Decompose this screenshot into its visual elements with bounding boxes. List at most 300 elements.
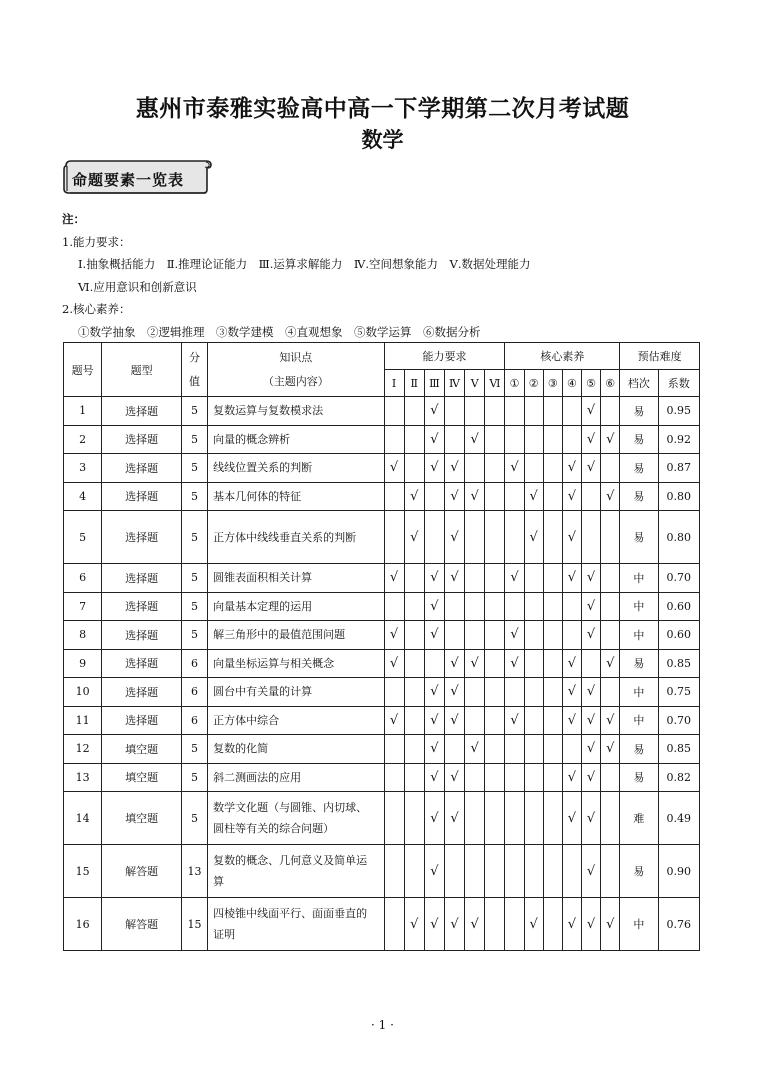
cell-ability-4: √ [444, 706, 464, 735]
cell-type: 选择题 [102, 397, 182, 426]
cell-core-3 [543, 592, 562, 621]
table-row [64, 425, 700, 454]
cell-core-3 [543, 763, 562, 792]
cell-ability-1 [384, 678, 404, 707]
cell-knowledge-point: 向量的概念辨析 [208, 425, 384, 454]
table-row [64, 454, 700, 483]
cell-core-1 [505, 898, 524, 951]
cell-score: 5 [181, 564, 207, 593]
cell-ability-4 [444, 397, 464, 426]
cell-coef: 0.49 [658, 792, 699, 845]
cell-ability-1 [384, 845, 404, 898]
cell-ability-2: √ [404, 511, 424, 564]
cell-ability-4 [444, 735, 464, 764]
cell-score: 13 [181, 845, 207, 898]
header-ability: 能力要求 [384, 343, 505, 370]
document-title: 惠州市泰雅实验高中高一下学期第二次月考试题 [135, 96, 630, 122]
cell-ability-2 [404, 763, 424, 792]
cell-core-5: √ [582, 397, 601, 426]
cell-ability-2 [404, 706, 424, 735]
cell-type: 选择题 [102, 425, 182, 454]
cell-ability-2 [404, 592, 424, 621]
cell-no: 4 [64, 482, 102, 511]
ability-col-5: Ⅴ [465, 370, 485, 397]
cell-coef: 0.60 [658, 621, 699, 650]
core-col-6: ⑥ [601, 370, 620, 397]
cell-coef: 0.60 [658, 592, 699, 621]
cell-core-5 [582, 649, 601, 678]
cell-ability-2 [404, 792, 424, 845]
header-no: 题号 [64, 343, 102, 397]
table-row [64, 845, 700, 898]
cell-ability-5 [465, 792, 485, 845]
cell-ability-1: √ [384, 454, 404, 483]
cell-ability-1 [384, 898, 404, 951]
cell-ability-2 [404, 678, 424, 707]
cell-ability-6 [485, 621, 505, 650]
header-score [181, 343, 207, 397]
cell-core-2 [524, 592, 543, 621]
cell-ability-6 [485, 706, 505, 735]
core-col-3: ③ [543, 370, 562, 397]
cell-no: 11 [64, 706, 102, 735]
cell-knowledge-point: 向量基本定理的运用 [208, 592, 384, 621]
cell-ability-5 [465, 845, 485, 898]
cell-core-4: √ [562, 792, 581, 845]
cell-core-4 [562, 425, 581, 454]
cell-no: 10 [64, 678, 102, 707]
cell-ability-1 [384, 482, 404, 511]
table-row [64, 592, 700, 621]
core-col-2: ② [524, 370, 543, 397]
cell-no: 12 [64, 735, 102, 764]
cell-core-4: √ [562, 511, 581, 564]
cell-core-5: √ [582, 678, 601, 707]
cell-core-1 [505, 792, 524, 845]
cell-ability-5 [465, 592, 485, 621]
cell-knowledge-point: 圆锥表面积相关计算 [208, 564, 384, 593]
cell-level: 中 [620, 621, 658, 650]
cell-ability-5: √ [465, 482, 485, 511]
cell-core-5: √ [582, 564, 601, 593]
cell-ability-3: √ [424, 898, 444, 951]
cell-knowledge-point: 数学文化题（与圆锥、内切球、圆柱等有关的综合问题） [208, 792, 384, 845]
cell-core-4: √ [562, 706, 581, 735]
table-row [64, 564, 700, 593]
cell-core-5: √ [582, 454, 601, 483]
cell-core-4: √ [562, 763, 581, 792]
cell-core-4 [562, 621, 581, 650]
cell-core-6 [601, 621, 620, 650]
cell-ability-2 [404, 649, 424, 678]
cell-ability-3: √ [424, 678, 444, 707]
cell-coef: 0.95 [658, 397, 699, 426]
table-row [64, 621, 700, 650]
cell-type: 选择题 [102, 649, 182, 678]
cell-ability-1: √ [384, 649, 404, 678]
cell-core-2 [524, 397, 543, 426]
cell-knowledge-point: 复数的概念、几何意义及简单运算 [208, 845, 384, 898]
cell-type: 填空题 [102, 735, 182, 764]
cell-core-6: √ [601, 706, 620, 735]
cell-knowledge-point: 斜二测画法的应用 [208, 763, 384, 792]
cell-level: 中 [620, 592, 658, 621]
table-row [64, 649, 700, 678]
cell-ability-6 [485, 898, 505, 951]
cell-core-2 [524, 678, 543, 707]
cell-core-1: √ [505, 454, 524, 483]
cell-core-5: √ [582, 592, 601, 621]
cell-level: 中 [620, 706, 658, 735]
cell-ability-6 [485, 592, 505, 621]
cell-ability-2 [404, 621, 424, 650]
cell-ability-6 [485, 397, 505, 426]
cell-ability-5 [465, 678, 485, 707]
cell-ability-6 [485, 792, 505, 845]
cell-ability-3: √ [424, 792, 444, 845]
cell-core-1: √ [505, 564, 524, 593]
ability-col-6: Ⅵ [485, 370, 505, 397]
cell-score: 5 [181, 511, 207, 564]
cell-ability-4: √ [444, 792, 464, 845]
cell-ability-3 [424, 649, 444, 678]
notes-label: 注： [62, 212, 85, 226]
cell-level: 易 [620, 845, 658, 898]
cell-core-6: √ [601, 482, 620, 511]
cell-core-3 [543, 706, 562, 735]
cell-ability-6 [485, 454, 505, 483]
header-kp-sub: （主题内容） [262, 374, 329, 388]
cell-core-1 [505, 763, 524, 792]
cell-ability-6 [485, 735, 505, 764]
cell-core-6 [601, 592, 620, 621]
cell-coef: 0.85 [658, 649, 699, 678]
cell-core-5: √ [582, 706, 601, 735]
cell-core-6 [601, 511, 620, 564]
cell-level: 易 [620, 425, 658, 454]
cell-core-6: √ [601, 898, 620, 951]
notes-section [62, 208, 531, 343]
cell-core-4 [562, 735, 581, 764]
cell-ability-1 [384, 397, 404, 426]
cell-core-5: √ [582, 898, 601, 951]
cell-ability-1 [384, 592, 404, 621]
header-kp-label: 知识点 [279, 350, 313, 364]
cell-ability-2 [404, 425, 424, 454]
cell-ability-3: √ [424, 425, 444, 454]
cell-core-2: √ [524, 482, 543, 511]
cell-knowledge-point: 圆台中有关量的计算 [208, 678, 384, 707]
cell-ability-5: √ [465, 649, 485, 678]
cell-no: 2 [64, 425, 102, 454]
cell-coef: 0.70 [658, 706, 699, 735]
cell-ability-6 [485, 649, 505, 678]
cell-core-5 [582, 511, 601, 564]
core-col-1: ① [505, 370, 524, 397]
table-row [64, 397, 700, 426]
table-body [64, 397, 700, 951]
cell-core-6 [601, 397, 620, 426]
cell-ability-3: √ [424, 763, 444, 792]
cell-core-3 [543, 454, 562, 483]
cell-knowledge-point: 正方体中综合 [208, 706, 384, 735]
cell-core-4: √ [562, 678, 581, 707]
cell-score: 5 [181, 621, 207, 650]
cell-level: 中 [620, 678, 658, 707]
cell-core-6: √ [601, 649, 620, 678]
cell-ability-4: √ [444, 678, 464, 707]
cell-core-4: √ [562, 482, 581, 511]
cell-core-1: √ [505, 706, 524, 735]
cell-core-6: √ [601, 735, 620, 764]
cell-type: 选择题 [102, 564, 182, 593]
cell-knowledge-point: 基本几何体的特征 [208, 482, 384, 511]
cell-ability-5 [465, 763, 485, 792]
table-row [64, 735, 700, 764]
cell-core-3 [543, 845, 562, 898]
cell-coef: 0.76 [658, 898, 699, 951]
cell-core-5: √ [582, 792, 601, 845]
cell-type: 解答题 [102, 845, 182, 898]
ability-col-4: Ⅳ [444, 370, 464, 397]
cell-ability-4 [444, 425, 464, 454]
cell-core-1 [505, 511, 524, 564]
cell-knowledge-point: 线线位置关系的判断 [208, 454, 384, 483]
cell-ability-4 [444, 845, 464, 898]
cell-core-5: √ [582, 425, 601, 454]
cell-core-2 [524, 649, 543, 678]
cell-coef: 0.85 [658, 735, 699, 764]
cell-ability-1: √ [384, 564, 404, 593]
cell-ability-5 [465, 511, 485, 564]
cell-level: 易 [620, 763, 658, 792]
cell-score: 5 [181, 592, 207, 621]
header-type: 题型 [102, 343, 182, 397]
cell-level: 易 [620, 735, 658, 764]
cell-ability-1 [384, 735, 404, 764]
table-row [64, 898, 700, 951]
cell-core-4: √ [562, 649, 581, 678]
cell-core-6 [601, 678, 620, 707]
cell-core-6 [601, 454, 620, 483]
cell-level: 易 [620, 397, 658, 426]
core-col-5: ⑤ [582, 370, 601, 397]
cell-core-2 [524, 792, 543, 845]
cell-type: 选择题 [102, 592, 182, 621]
cell-coef: 0.87 [658, 454, 699, 483]
core-line: ①数学抽象 ②逻辑推理 ③数学建模 ④直观想象 ⑤数学运算 ⑥数据分析 [78, 324, 481, 339]
cell-type: 选择题 [102, 511, 182, 564]
cell-knowledge-point: 正方体中线线垂直关系的判断 [208, 511, 384, 564]
cell-core-3 [543, 564, 562, 593]
cell-core-2: √ [524, 511, 543, 564]
cell-core-2 [524, 454, 543, 483]
cell-score: 6 [181, 649, 207, 678]
cell-coef: 0.90 [658, 845, 699, 898]
cell-coef: 0.80 [658, 511, 699, 564]
cell-score: 5 [181, 425, 207, 454]
cell-ability-4 [444, 592, 464, 621]
cell-coef: 0.75 [658, 678, 699, 707]
cell-ability-4: √ [444, 898, 464, 951]
cell-ability-4: √ [444, 649, 464, 678]
cell-ability-5 [465, 564, 485, 593]
cell-core-6 [601, 792, 620, 845]
cell-core-5: √ [582, 735, 601, 764]
ability-title: 1.能力要求： [62, 234, 131, 249]
cell-ability-6 [485, 511, 505, 564]
cell-core-6: √ [601, 425, 620, 454]
cell-coef: 0.70 [658, 564, 699, 593]
cell-level: 中 [620, 564, 658, 593]
cell-ability-1: √ [384, 706, 404, 735]
cell-level: 易 [620, 482, 658, 511]
cell-ability-5: √ [465, 735, 485, 764]
elements-table [63, 342, 700, 951]
cell-core-1 [505, 425, 524, 454]
banner-label: 命题要素一览表 [72, 171, 185, 189]
cell-core-2 [524, 621, 543, 650]
cell-no: 13 [64, 763, 102, 792]
cell-core-2 [524, 706, 543, 735]
cell-ability-3: √ [424, 735, 444, 764]
cell-core-2 [524, 763, 543, 792]
ability-col-3: Ⅲ [424, 370, 444, 397]
cell-core-2 [524, 845, 543, 898]
cell-core-3 [543, 621, 562, 650]
cell-level: 难 [620, 792, 658, 845]
cell-knowledge-point: 解三角形中的最值范围问题 [208, 621, 384, 650]
cell-ability-5: √ [465, 898, 485, 951]
header-coef: 系数 [658, 370, 699, 397]
cell-ability-3 [424, 482, 444, 511]
header-difficulty: 预估难度 [620, 343, 700, 370]
cell-core-6 [601, 845, 620, 898]
cell-ability-3: √ [424, 621, 444, 650]
cell-score: 6 [181, 706, 207, 735]
ability-col-2: Ⅱ [404, 370, 424, 397]
cell-level: 易 [620, 649, 658, 678]
cell-coef: 0.80 [658, 482, 699, 511]
cell-no: 15 [64, 845, 102, 898]
cell-ability-6 [485, 425, 505, 454]
cell-core-1 [505, 482, 524, 511]
table-row [64, 706, 700, 735]
cell-core-4: √ [562, 454, 581, 483]
cell-ability-2 [404, 564, 424, 593]
cell-core-1 [505, 735, 524, 764]
cell-core-5 [582, 482, 601, 511]
cell-no: 5 [64, 511, 102, 564]
cell-ability-4: √ [444, 564, 464, 593]
cell-score: 5 [181, 763, 207, 792]
cell-knowledge-point: 向量坐标运算与相关概念 [208, 649, 384, 678]
cell-core-4 [562, 845, 581, 898]
cell-core-4 [562, 397, 581, 426]
ability-col-1: Ⅰ [384, 370, 404, 397]
cell-ability-5 [465, 454, 485, 483]
cell-score: 5 [181, 482, 207, 511]
cell-ability-2 [404, 735, 424, 764]
cell-ability-4: √ [444, 511, 464, 564]
cell-type: 解答题 [102, 898, 182, 951]
cell-score: 15 [181, 898, 207, 951]
cell-core-6 [601, 564, 620, 593]
cell-coef: 0.92 [658, 425, 699, 454]
cell-ability-2 [404, 397, 424, 426]
cell-no: 1 [64, 397, 102, 426]
cell-knowledge-point: 复数运算与复数模求法 [208, 397, 384, 426]
subject-title: 数学 [361, 128, 404, 152]
cell-ability-6 [485, 763, 505, 792]
cell-core-6 [601, 763, 620, 792]
cell-ability-3: √ [424, 564, 444, 593]
cell-type: 选择题 [102, 678, 182, 707]
cell-ability-3: √ [424, 706, 444, 735]
cell-score: 5 [181, 735, 207, 764]
cell-core-1 [505, 678, 524, 707]
cell-core-3 [543, 735, 562, 764]
cell-core-1: √ [505, 649, 524, 678]
cell-type: 选择题 [102, 706, 182, 735]
ability-line-2: Ⅵ.应用意识和创新意识 [78, 279, 197, 294]
core-col-4: ④ [562, 370, 581, 397]
cell-ability-4: √ [444, 482, 464, 511]
page-number: · 1 · [371, 1018, 394, 1032]
cell-core-4: √ [562, 898, 581, 951]
cell-no: 6 [64, 564, 102, 593]
cell-type: 选择题 [102, 454, 182, 483]
cell-ability-1 [384, 511, 404, 564]
cell-score: 5 [181, 397, 207, 426]
cell-ability-5 [465, 706, 485, 735]
cell-type: 选择题 [102, 621, 182, 650]
cell-core-3 [543, 792, 562, 845]
cell-ability-4: √ [444, 454, 464, 483]
cell-ability-5: √ [465, 425, 485, 454]
header-core: 核心素养 [505, 343, 620, 370]
cell-core-2 [524, 425, 543, 454]
cell-core-1 [505, 845, 524, 898]
table-row [64, 511, 700, 564]
cell-ability-1: √ [384, 621, 404, 650]
cell-no: 7 [64, 592, 102, 621]
cell-level: 中 [620, 898, 658, 951]
cell-core-1 [505, 592, 524, 621]
cell-core-3 [543, 898, 562, 951]
cell-no: 8 [64, 621, 102, 650]
cell-core-4 [562, 592, 581, 621]
cell-ability-3: √ [424, 454, 444, 483]
header-score-text: 分 值 [189, 350, 201, 388]
header-kp [208, 343, 384, 397]
table-row [64, 763, 700, 792]
cell-knowledge-point: 复数的化简 [208, 735, 384, 764]
cell-level: 易 [620, 511, 658, 564]
cell-core-2 [524, 735, 543, 764]
cell-score: 6 [181, 678, 207, 707]
cell-core-2 [524, 564, 543, 593]
cell-ability-6 [485, 845, 505, 898]
cell-ability-6 [485, 564, 505, 593]
cell-core-5: √ [582, 763, 601, 792]
cell-ability-5 [465, 621, 485, 650]
cell-core-3 [543, 425, 562, 454]
cell-ability-1 [384, 425, 404, 454]
cell-ability-4 [444, 621, 464, 650]
cell-ability-3: √ [424, 397, 444, 426]
cell-no: 16 [64, 898, 102, 951]
